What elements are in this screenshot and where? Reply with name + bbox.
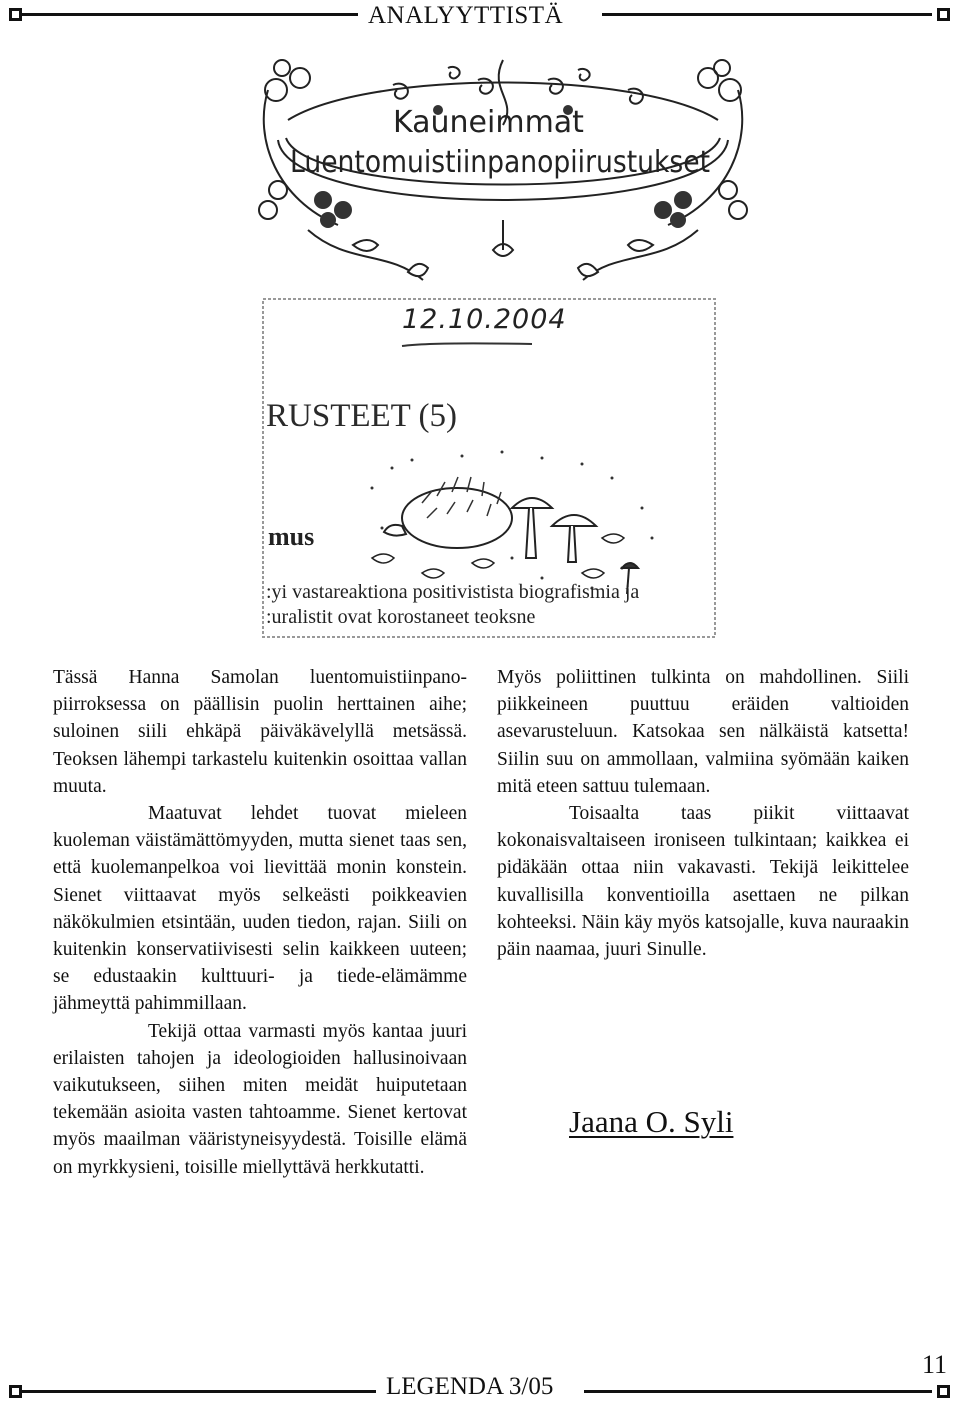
article-left-column: [53, 664, 467, 1181]
title-line-2: Luentomuistiinpanopiirustukset: [290, 145, 711, 180]
title-line-1: Kauneimmat: [393, 105, 584, 140]
notes-line-2: :uralistit ovat korostaneet teoksne: [266, 606, 536, 628]
paragraph: Myös poliittinen tulkinta on mahdollinen. Siili piikkeineen puuttuu eräiden valtioiden asevarusteluun. Katsokaa sen nälkäistä katsetta! Siilin suu on ammollaan, valmiina syömään kaiken mitä eteen sattuu tulemaan.: [497, 667, 909, 797]
page-number: 11: [922, 1350, 948, 1379]
paragraph: Tekijä ottaa varmasti myös kantaa juuri erilaisten tahojen ja ideologioiden hallusinoivaan vaikutukseen, siihen miten meidät huiputetaan tekemään asioita vasten tahtoamme. Sienet kertovat myös maailman vääristyneisyydestä. Toisille elämä on myrkkysieni, toisille miellyttävä herkkutatti.: [53, 1020, 467, 1178]
decorative-frame-illustration: [248, 50, 758, 308]
footer-square-right: [937, 1385, 950, 1398]
header-rule-right: [602, 13, 932, 16]
title-drawing: [248, 50, 758, 308]
article-right-column: [497, 664, 909, 963]
publication-title: LEGENDA 3/05: [386, 1373, 554, 1400]
header-rule-left: [22, 13, 358, 16]
paragraph: Maatuvat lehdet tuovat mieleen kuoleman väistämättömyyden, mutta sienet taas sen, että kuolemanpelkoa voi lievittää monin konstein. Sienet viittaavat myös selkeästi poikkeavien näkökulmien etsintään, uuden tiedon, rajan. Siili on kuitenkin konservatiivisesti selin kaikkeen uuteen; se edustaakin kulttuuri- ja tiede-elämämme jähmeyttä pahimmillaan.: [53, 803, 467, 1015]
footer-rule-left: [22, 1390, 376, 1393]
header-square-right: [937, 8, 950, 21]
footer-rule-right: [584, 1390, 932, 1393]
paragraph: Toisaalta taas piikit viittaavat kokonaisvaltaiseen ironiseen tulkintaan; kaikkea ei pidäkään ottaa niin vakavasti. Tekijä leikittelee kuvallisilla konventioilla asettaen ne pilkan kohteeksi. Näin käy myös katsojalle, kuva nauraakin päin naamaa, juuri Sinulle.: [497, 803, 909, 961]
header-square-left: [9, 8, 22, 21]
paragraph: Tässä Hanna Samolan luentomuistiinpanopiirroksessa on päällisin puolin herttainen aihe; suloinen siili ehkäpä päiväkävelyllä metsässä. Teoksen lähempi tarkastelu kuitenkin osoittaa vallan muuta.: [53, 667, 467, 797]
section-title: ANALYYTTISTÄ: [368, 2, 564, 29]
notes-heading: RUSTEET (5): [266, 398, 457, 434]
footer-square-left: [9, 1385, 22, 1398]
hedgehog-snout: [384, 525, 406, 536]
author-signature: Jaana O. Syli: [569, 1104, 734, 1139]
notes-date: 12.10.2004: [402, 304, 567, 335]
notes-word: mus: [268, 522, 315, 551]
notes-line-1: :yi vastareaktiona positivistista biografismia ja: [266, 581, 640, 603]
